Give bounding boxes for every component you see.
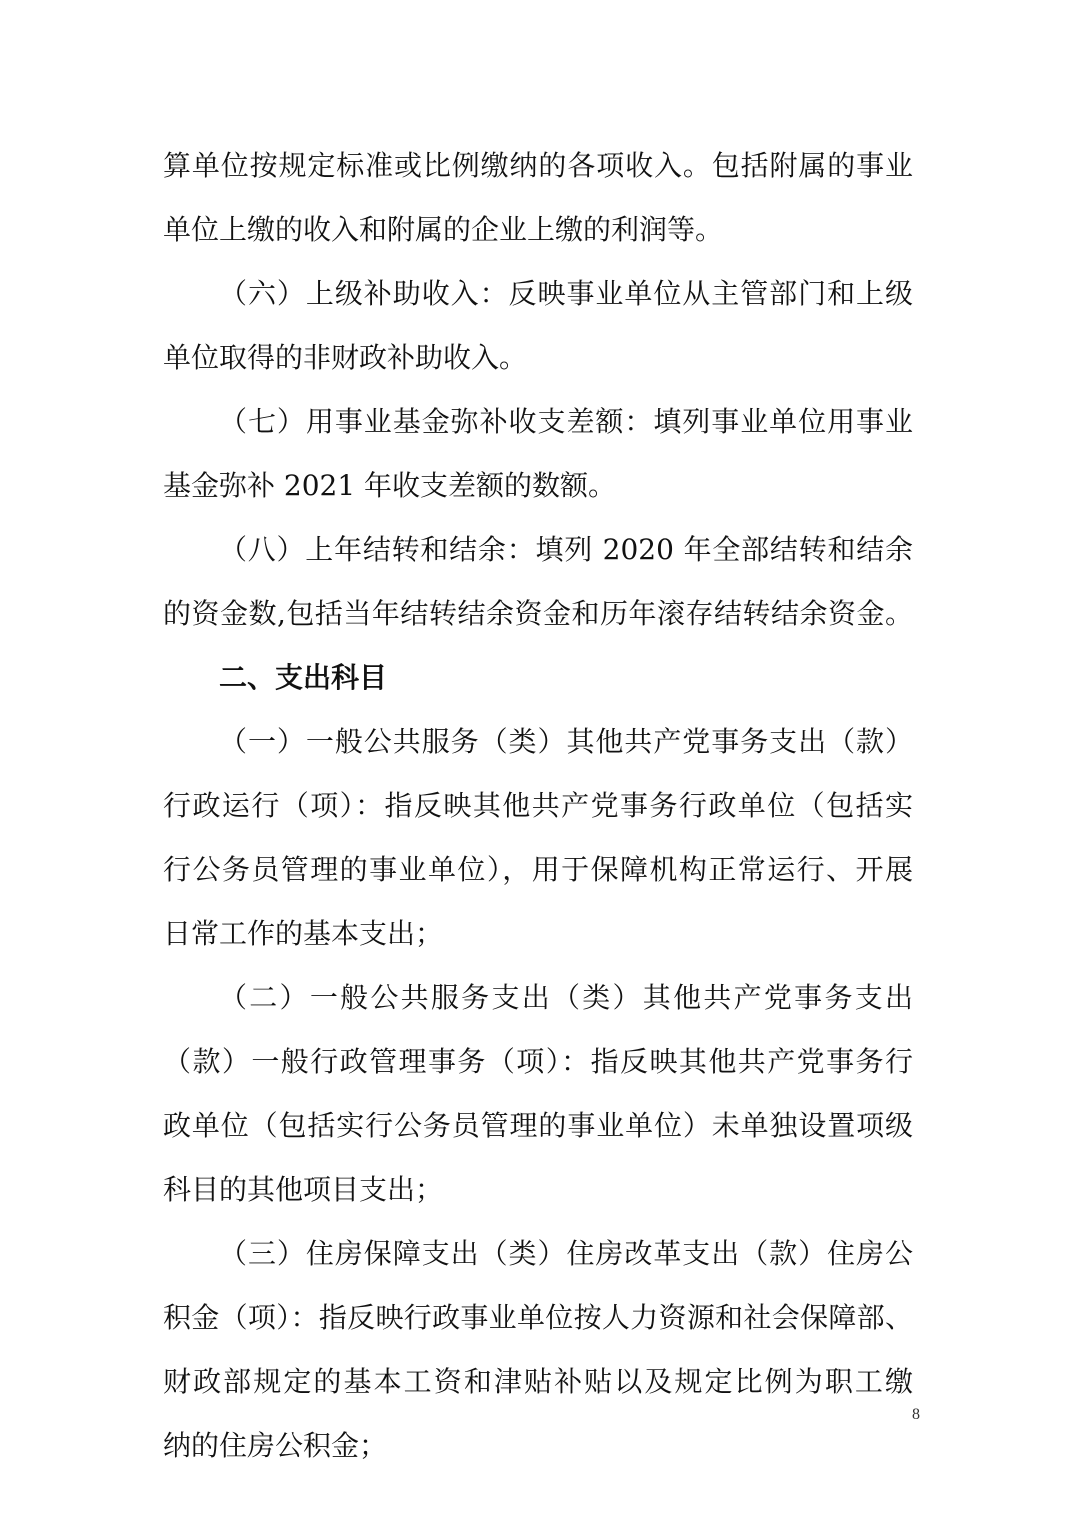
paragraph-line: （二）一般公共服务支出（类）其他共产党事务支出 — [219, 981, 913, 1014]
paragraph-line: 政单位（包括实行公务员管理的事业单位）未单独设置项级 — [163, 1109, 913, 1142]
section-heading: 二、支出科目 — [219, 661, 388, 694]
paragraph-line: 财政部规定的基本工资和津贴补贴以及规定比例为职工缴 — [163, 1365, 913, 1398]
paragraph-line: 算单位按规定标准或比例缴纳的各项收入。包括附属的事业 — [163, 149, 913, 182]
page-number: 8 — [912, 1406, 920, 1423]
paragraph-line: （七）用事业基金弥补收支差额：填列事业单位用事业 — [219, 405, 913, 438]
paragraph-line: （三）住房保障支出（类）住房改革支出（款）住房公 — [219, 1237, 913, 1270]
paragraph-line: 纳的住房公积金； — [163, 1429, 388, 1462]
document-body — [163, 134, 913, 1478]
paragraph-line: （一）一般公共服务（类）其他共产党事务支出（款） — [219, 725, 913, 758]
paragraph-line: （款）一般行政管理事务（项）：指反映其他共产党事务行 — [163, 1045, 913, 1078]
paragraph-line: 行政运行（项）：指反映其他共产党事务行政单位（包括实 — [163, 789, 913, 822]
paragraph-line: 积金（项）：指反映行政事业单位按人力资源和社会保障部、 — [163, 1301, 913, 1334]
paragraph-line: 单位上缴的收入和附属的企业上缴的利润等。 — [163, 213, 724, 246]
paragraph-line: 日常工作的基本支出； — [163, 917, 444, 950]
paragraph-line: 单位取得的非财政补助收入。 — [163, 341, 528, 374]
paragraph-line: 的资金数,包括当年结转结余资金和历年滚存结转结余资金。 — [163, 597, 913, 630]
paragraph-line: 科目的其他项目支出； — [163, 1173, 444, 1206]
paragraph-line: （八）上年结转和结余：填列 2020 年全部结转和结余 — [219, 533, 913, 566]
paragraph-line: 基金弥补 2021 年收支差额的数额。 — [163, 469, 617, 502]
paragraph-line: 行公务员管理的事业单位），用于保障机构正常运行、开展 — [163, 853, 913, 886]
paragraph-line: （六）上级补助收入：反映事业单位从主管部门和上级 — [219, 277, 913, 310]
